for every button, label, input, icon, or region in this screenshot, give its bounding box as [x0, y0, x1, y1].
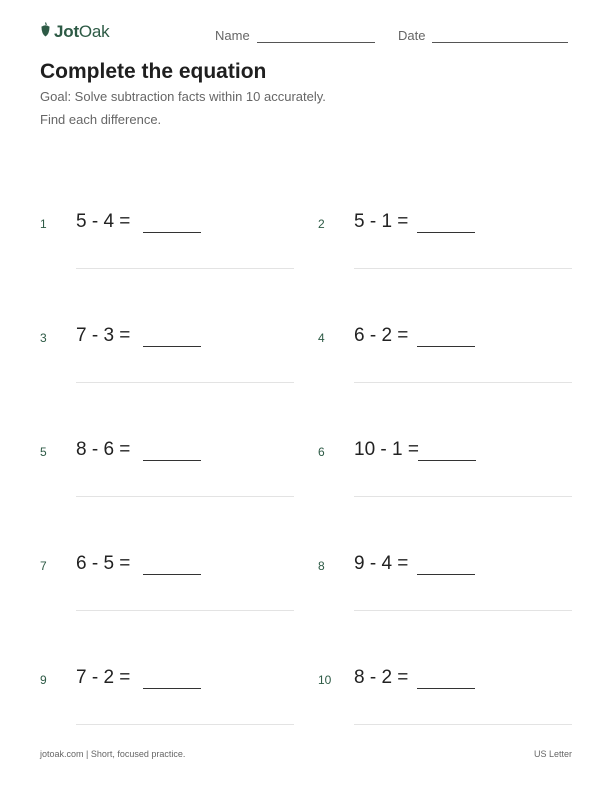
work-line: [76, 610, 294, 611]
problem-number: 3: [40, 331, 47, 345]
work-line: [354, 610, 572, 611]
problem-number: 2: [318, 217, 325, 231]
problem-number: 7: [40, 559, 47, 573]
problem-number: 4: [318, 331, 325, 345]
page-title: Complete the equation: [40, 60, 267, 83]
answer-blank[interactable]: [418, 439, 476, 461]
problem-number: 1: [40, 217, 47, 231]
worksheet-header: [40, 20, 572, 44]
work-line: [354, 724, 572, 725]
answer-blank[interactable]: [143, 211, 201, 233]
paper-size-label: US Letter: [533, 749, 572, 759]
problem-number: 8: [318, 559, 325, 573]
problem-expression: 8 - 2 =: [354, 667, 409, 688]
work-line: [354, 382, 572, 383]
footer-text: jotoak.com | Short, focused practice.: [40, 749, 186, 759]
goal-text: Goal: Solve subtraction facts within 10 accurately.: [40, 89, 326, 104]
work-line: [76, 724, 294, 725]
problem-number: 6: [318, 445, 325, 459]
instructions-text: Find each difference.: [40, 112, 162, 127]
work-line: [76, 382, 294, 383]
answer-blank[interactable]: [417, 325, 475, 347]
date-line[interactable]: [432, 30, 568, 43]
problem-item: [40, 439, 262, 509]
problem-item: [318, 667, 540, 737]
problem-expression: 7 - 2 =: [76, 667, 131, 688]
problem-item: [40, 211, 262, 281]
problem-item: [318, 553, 540, 623]
problem-item: [40, 553, 262, 623]
problem-expression: 9 - 4 =: [354, 553, 409, 574]
answer-blank[interactable]: [143, 553, 201, 575]
logo-text: JotOak: [54, 22, 110, 41]
work-line: [76, 268, 294, 269]
problem-number: 10: [318, 673, 332, 687]
work-line: [354, 496, 572, 497]
answer-blank[interactable]: [143, 439, 201, 461]
logo: [40, 22, 109, 42]
problem-item: [318, 325, 540, 395]
problem-expression: 6 - 2 =: [354, 325, 409, 346]
work-line: [354, 268, 572, 269]
name-label: Name: [215, 28, 250, 43]
answer-blank[interactable]: [417, 211, 475, 233]
answer-blank[interactable]: [143, 667, 201, 689]
problem-item: [318, 439, 540, 509]
answer-blank[interactable]: [417, 667, 475, 689]
problem-number: 5: [40, 445, 47, 459]
date-field[interactable]: [398, 28, 568, 43]
problem-expression: 5 - 4 =: [76, 211, 131, 232]
problem-expression: 8 - 6 =: [76, 439, 131, 460]
problem-expression: 10 - 1 =: [354, 439, 419, 460]
problem-number: 9: [40, 673, 47, 687]
name-line[interactable]: [257, 30, 375, 43]
name-field[interactable]: [215, 28, 375, 43]
answer-blank[interactable]: [143, 325, 201, 347]
acorn-icon: [40, 22, 51, 42]
problem-expression: 7 - 3 =: [76, 325, 131, 346]
work-line: [76, 496, 294, 497]
date-label: Date: [398, 28, 426, 43]
problem-item: [318, 211, 540, 281]
problem-item: [40, 667, 262, 737]
problem-expression: 5 - 1 =: [354, 211, 409, 232]
problem-expression: 6 - 5 =: [76, 553, 131, 574]
problem-item: [40, 325, 262, 395]
answer-blank[interactable]: [417, 553, 475, 575]
